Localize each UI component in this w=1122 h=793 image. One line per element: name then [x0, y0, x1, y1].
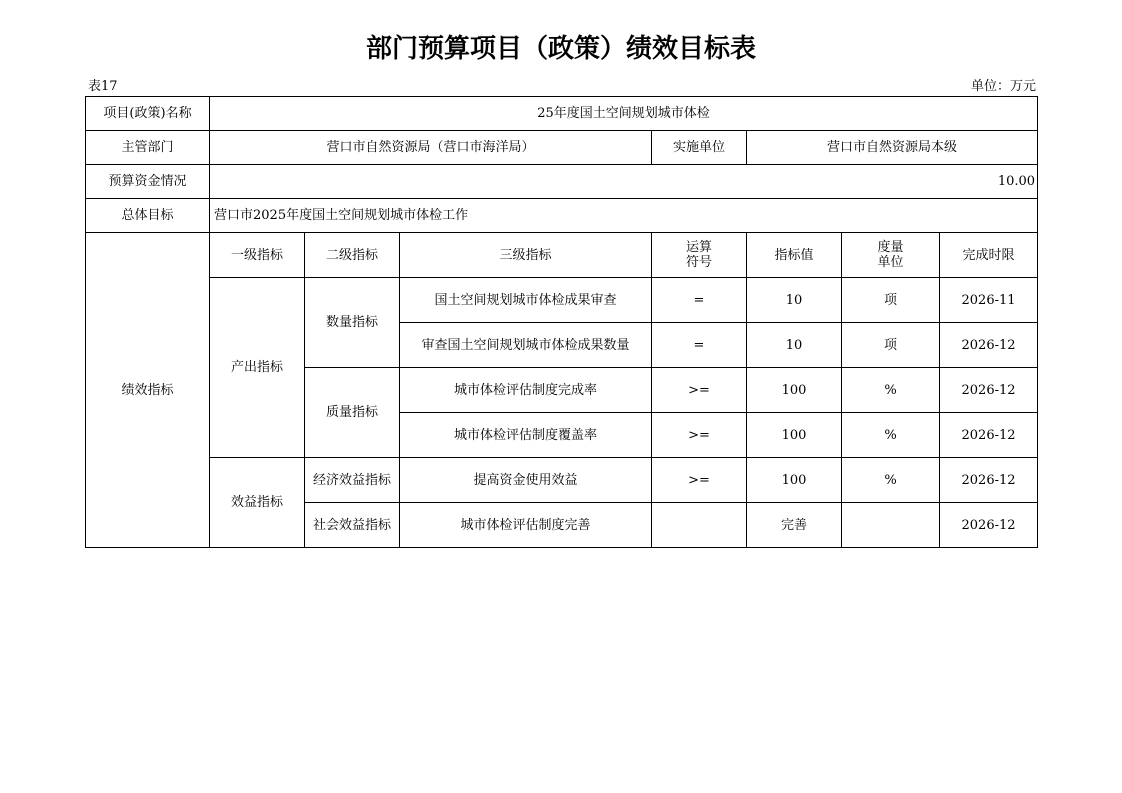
project-name-row	[86, 97, 1038, 131]
table-row	[86, 278, 1038, 323]
goal-value: 营口市2025年度国土空间规划城市体检工作	[210, 199, 1038, 233]
header-deadline: 完成时限	[940, 233, 1038, 278]
value-cell: 10	[747, 323, 842, 368]
value-cell: 100	[747, 413, 842, 458]
performance-target-table	[85, 96, 1038, 548]
implementing-unit-value: 营口市自然资源局本级	[747, 131, 1038, 165]
budget-value: 10.00	[210, 165, 1038, 199]
project-name-label: 项目(政策)名称	[86, 97, 210, 131]
header-operator-line1: 运算	[685, 240, 712, 255]
deadline-cell: 2026-12	[940, 503, 1038, 548]
deadline-cell: 2026-12	[940, 413, 1038, 458]
level3-cell: 国土空间规划城市体检成果审查	[400, 278, 652, 323]
unit-cell: 项	[842, 323, 940, 368]
department-value: 营口市自然资源局（营口市海洋局）	[210, 131, 652, 165]
level2-quantity: 数量指标	[305, 278, 400, 368]
unit-label: 单位：万元	[970, 79, 1036, 94]
operator-cell: >=	[652, 458, 747, 503]
level3-cell: 城市体检评估制度完善	[400, 503, 652, 548]
goal-row	[86, 199, 1038, 233]
header-value: 指标值	[747, 233, 842, 278]
operator-cell: >=	[652, 413, 747, 458]
value-cell: 10	[747, 278, 842, 323]
level2-social: 社会效益指标	[305, 503, 400, 548]
header-level3: 三级指标	[400, 233, 652, 278]
budget-row	[86, 165, 1038, 199]
goal-label: 总体目标	[86, 199, 210, 233]
department-row	[86, 131, 1038, 165]
header-unit	[842, 233, 940, 278]
project-name-value: 25年度国土空间规划城市体检	[210, 97, 1038, 131]
level3-cell: 城市体检评估制度覆盖率	[400, 413, 652, 458]
performance-indicator-label: 绩效指标	[86, 233, 210, 548]
unit-cell: %	[842, 413, 940, 458]
level3-cell: 城市体检评估制度完成率	[400, 368, 652, 413]
unit-cell: %	[842, 458, 940, 503]
department-label: 主管部门	[86, 131, 210, 165]
budget-label: 预算资金情况	[86, 165, 210, 199]
value-cell: 100	[747, 458, 842, 503]
deadline-cell: 2026-11	[940, 278, 1038, 323]
value-cell: 100	[747, 368, 842, 413]
deadline-cell: 2026-12	[940, 458, 1038, 503]
unit-cell	[842, 503, 940, 548]
table-row	[86, 458, 1038, 503]
deadline-cell: 2026-12	[940, 323, 1038, 368]
level3-cell: 提高资金使用效益	[400, 458, 652, 503]
level2-quality: 质量指标	[305, 368, 400, 458]
level1-benefit: 效益指标	[210, 458, 305, 548]
level1-output: 产出指标	[210, 278, 305, 458]
operator-cell: >=	[652, 368, 747, 413]
value-cell: 完善	[747, 503, 842, 548]
operator-cell: =	[652, 278, 747, 323]
unit-cell: 项	[842, 278, 940, 323]
header-operator-line2: 符号	[685, 255, 712, 270]
level3-cell: 审查国土空间规划城市体检成果数量	[400, 323, 652, 368]
table-number: 表17	[88, 79, 118, 94]
implementing-unit-label: 实施单位	[652, 131, 747, 165]
header-operator	[652, 233, 747, 278]
header-level1: 一级指标	[210, 233, 305, 278]
indicator-header-row	[86, 233, 1038, 278]
page-title: 部门预算项目（政策）绩效目标表	[365, 34, 756, 64]
header-level2: 二级指标	[305, 233, 400, 278]
unit-cell: %	[842, 368, 940, 413]
operator-cell: =	[652, 323, 747, 368]
operator-cell	[652, 503, 747, 548]
level2-economic: 经济效益指标	[305, 458, 400, 503]
deadline-cell: 2026-12	[940, 368, 1038, 413]
header-unit-line1: 度量	[877, 240, 904, 255]
header-unit-line2: 单位	[877, 255, 904, 270]
